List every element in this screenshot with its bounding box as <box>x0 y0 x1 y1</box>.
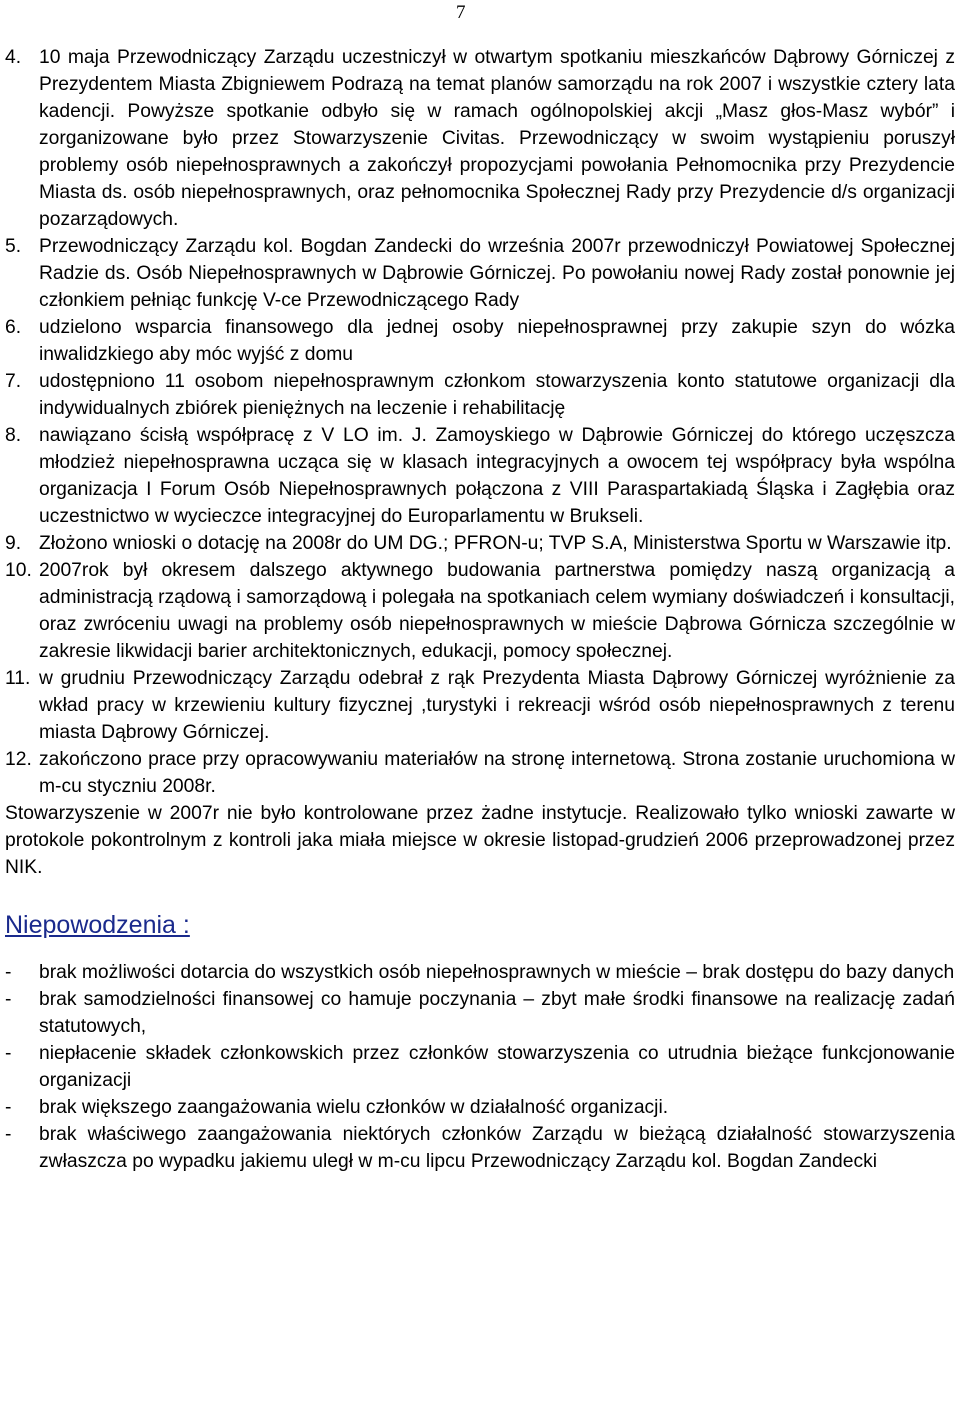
item-text: nawiązano ścisłą współpracę z V LO im. J. Zamoyskiego w Dąbrowie Górniczej do którego uczęszcza młodzież niepełnosprawna ucząca się w klasach integracyjnych a owocem tej współpracy była wspólna organizacja I Forum Osób Niepełnosprawnych połączona z VIII Paraspartakiadą Śląska i Zagłębia oraz uczestnictwo w wycieczce integracyjnej do Europarlamentu w Brukseli. <box>39 425 955 527</box>
item-number: 12. <box>5 749 32 770</box>
dash-marker: - <box>5 1124 12 1145</box>
list-item <box>5 986 955 1040</box>
item-text: Przewodniczący Zarządu kol. Bogdan Zandecki do września 2007r przewodniczył Powiatowej Społecznej Radzie ds. Osób Niepełnosprawnych w Dąbrowie Górniczej. Po powołaniu nowej Rady został ponownie jej członkiem pełniąc funkcję V-ce Przewodniczącego Rady <box>39 236 955 311</box>
item-text: 10 maja Przewodniczący Zarządu uczestniczył w otwartym spotkaniu mieszkańców Dąbrowy Górniczej z Prezydentem Miasta Zbigniewem Podrazą na temat planów samorządu na rok 2007 i wszystkie cztery lata kadencji. Powyższe spotkanie odbyło się w ramach ogólnopolskiej akcji „Masz głos-Masz wybór” i zorganizowane było przez Stowarzyszenie Civitas. Przewodniczący w swoim wystąpieniu poruszył problemy osób niepełnosprawnych a zakończył propozycjami powołania Pełnomocnika przy Prezydencie Miasta ds. osób niepełnosprawnych, oraz pełnomocnika Społecznej Rady przy Prezydencie d/s organizacji pozarządowych. <box>39 47 955 230</box>
item-number: 9. <box>5 533 22 554</box>
list-item <box>5 959 955 986</box>
closing-paragraph: Stowarzyszenie w 2007r nie było kontrolowane przez żadne instytucje. Realizowało tylko wnioski zawarte w protokole pokontrolnym z kontroli jaka miała miejsce w okresie listopad-grudzień 2006 przeprowadzonej przez NIK. <box>5 803 955 878</box>
item-text: brak właściwego zaangażowania niektórych członków Zarządu w bieżącą działalność stowarzyszenia zwłaszcza po wypadku jakiemu uległ w m-cu lipcu Przewodniczący Zarządu kol. Bogdan Zandecki <box>39 1124 955 1172</box>
list-item <box>5 44 955 233</box>
dash-marker: - <box>5 1043 12 1064</box>
list-item <box>5 557 955 665</box>
dash-marker: - <box>5 989 12 1010</box>
item-number: 10. <box>5 560 32 581</box>
list-item <box>5 368 955 422</box>
item-text: brak samodzielności finansowej co hamuje poczynania – zbyt małe środki finansowe na realizację zadań statutowych, <box>39 989 955 1037</box>
item-text: w grudniu Przewodniczący Zarządu odebrał z rąk Prezydenta Miasta Dąbrowy Górniczej wyróżnienie za wkład pracy w krzewieniu kultury fizycznej ,turystyki i rekreacji wśród osób niepełnosprawnych z terenu miasta Dąbrowy Górniczej. <box>39 668 955 743</box>
item-text: zakończono prace przy opracowywaniu materiałów na stronę internetową. Strona zostanie uruchomiona w m-cu styczniu 2008r. <box>39 749 955 797</box>
list-item <box>5 1094 955 1121</box>
item-text: brak większego zaangażowania wielu członków w działalność organizacji. <box>39 1097 669 1118</box>
list-item <box>5 1121 955 1175</box>
dash-marker: - <box>5 962 12 983</box>
item-number: 8. <box>5 425 22 446</box>
item-number: 7. <box>5 371 22 392</box>
dash-marker: - <box>5 1097 12 1118</box>
item-number: 11. <box>5 668 31 689</box>
activities-list <box>5 44 955 800</box>
list-item <box>5 422 955 530</box>
page-number: 7 <box>456 2 466 23</box>
item-text: niepłacenie składek członkowskich przez członków stowarzyszenia co utrudnia bieżące funkcjonowanie organizacji <box>39 1043 955 1091</box>
failures-list <box>5 959 955 1175</box>
item-number: 6. <box>5 317 22 338</box>
list-item <box>5 314 955 368</box>
list-item <box>5 233 955 314</box>
list-item <box>5 530 955 557</box>
item-text: brak możliwości dotarcia do wszystkich osób niepełnosprawnych w mieście – brak dostępu do bazy danych <box>39 962 955 983</box>
list-item <box>5 1040 955 1094</box>
list-item <box>5 665 955 746</box>
item-text: Złożono wnioski o dotację na 2008r do UM DG.; PFRON-u; TVP S.A, Ministerstwa Sportu w Warszawie itp. <box>39 533 952 554</box>
item-text: 2007rok był okresem dalszego aktywnego budowania partnerstwa pomiędzy naszą organizacją a administracją rządową i samorządową i polegała na spotkaniach celem wymiany doświadczeń i konsultacji, oraz zwróceniu uwagi na problemy osób niepełnosprawnych w mieście Dąbrowa Górnicza szczególnie w zakresie likwidacji barier architektonicznych, edukacji, pomocy społecznej. <box>39 560 955 662</box>
item-number: 5. <box>5 236 22 257</box>
item-text: udzielono wsparcia finansowego dla jednej osoby niepełnosprawnej przy zakupie szyn do wózka inwalidzkiego aby móc wyjść z domu <box>39 317 955 365</box>
list-item <box>5 746 955 800</box>
item-number: 4. <box>5 47 22 68</box>
document-body <box>5 44 955 1175</box>
item-text: udostępniono 11 osobom niepełnosprawnym członkom stowarzyszenia konto statutowe organizacji dla indywidualnych zbiórek pieniężnych na leczenie i rehabilitację <box>39 371 955 419</box>
section-heading: Niepowodzenia : <box>5 911 190 939</box>
